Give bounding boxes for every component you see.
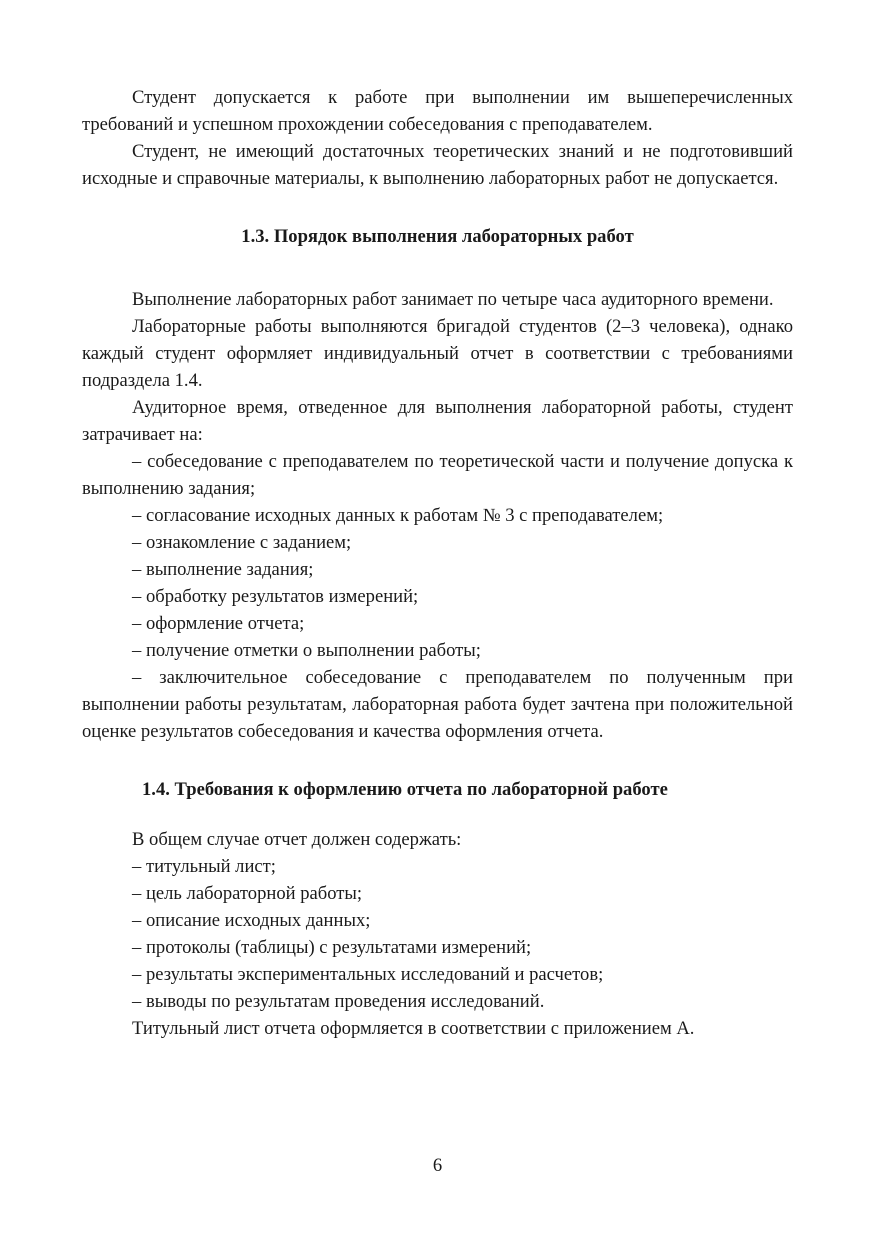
list-item: – титульный лист;	[132, 856, 276, 877]
list-item: – согласование исходных данных к работам № 3 с преподавателем;	[132, 505, 664, 526]
list-item: – собеседование с преподавателем по теоретической части и получение допуска к выполнению задания;	[82, 451, 793, 499]
section-1-4-intro: В общем случае отчет должен содержать:	[132, 829, 462, 850]
intro-paragraph-2: Студент, не имеющий достаточных теоретических знаний и не подготовивший исходные и справочные материалы, к выполнению лабораторных работ не допускается.	[82, 141, 793, 189]
section-1-4-outro: Титульный лист отчета оформляется в соответствии с приложением А.	[132, 1018, 695, 1039]
list-item: – заключительное собеседование с преподавателем по полученным при выполнении работы результатам, лабораторная работа будет зачтена при положительной оценке результатов собеседования и качества оформления отчета.	[82, 667, 793, 742]
list-item: – цель лабораторной работы;	[132, 883, 363, 904]
page-number: 6	[432, 1155, 443, 1176]
section-1-3-heading: 1.3. Порядок выполнения лабораторных работ	[241, 226, 634, 247]
list-item: – результаты экспериментальных исследований и расчетов;	[132, 964, 604, 985]
list-item: – получение отметки о выполнении работы;	[132, 640, 481, 661]
section-1-4-heading: 1.4. Требования к оформлению отчета по лабораторной работе	[142, 779, 668, 800]
list-item: – протоколы (таблицы) с результатами измерений;	[132, 937, 532, 958]
section-1-3-paragraph-1: Выполнение лабораторных работ занимает по четыре часа аудиторного времени.	[132, 289, 774, 310]
section-1-3-list	[82, 448, 793, 745]
document-page	[82, 84, 793, 1042]
section-1-4-body	[82, 826, 793, 1042]
section-1-3-paragraph-2: Лабораторные работы выполняются бригадой студентов (2–3 человека), однако каждый студент оформляет индивидуальный отчет в соответствии с требованиями подраздела 1.4.	[82, 316, 793, 391]
intro-paragraph-1: Студент допускается к работе при выполнении им вышеперечисленных требований и успешном прохождении собеседования с преподавателем.	[82, 87, 793, 135]
list-item: – описание исходных данных;	[132, 910, 371, 931]
list-item: – обработку результатов измерений;	[132, 586, 419, 607]
list-item: – выполнение задания;	[132, 559, 314, 580]
section-1-3-paragraph-3: Аудиторное время, отведенное для выполнения лабораторной работы, студент затрачивает на:	[82, 397, 793, 445]
list-item: – выводы по результатам проведения исследований.	[132, 991, 545, 1012]
list-item: – ознакомление с заданием;	[132, 532, 352, 553]
list-item: – оформление отчета;	[132, 613, 305, 634]
